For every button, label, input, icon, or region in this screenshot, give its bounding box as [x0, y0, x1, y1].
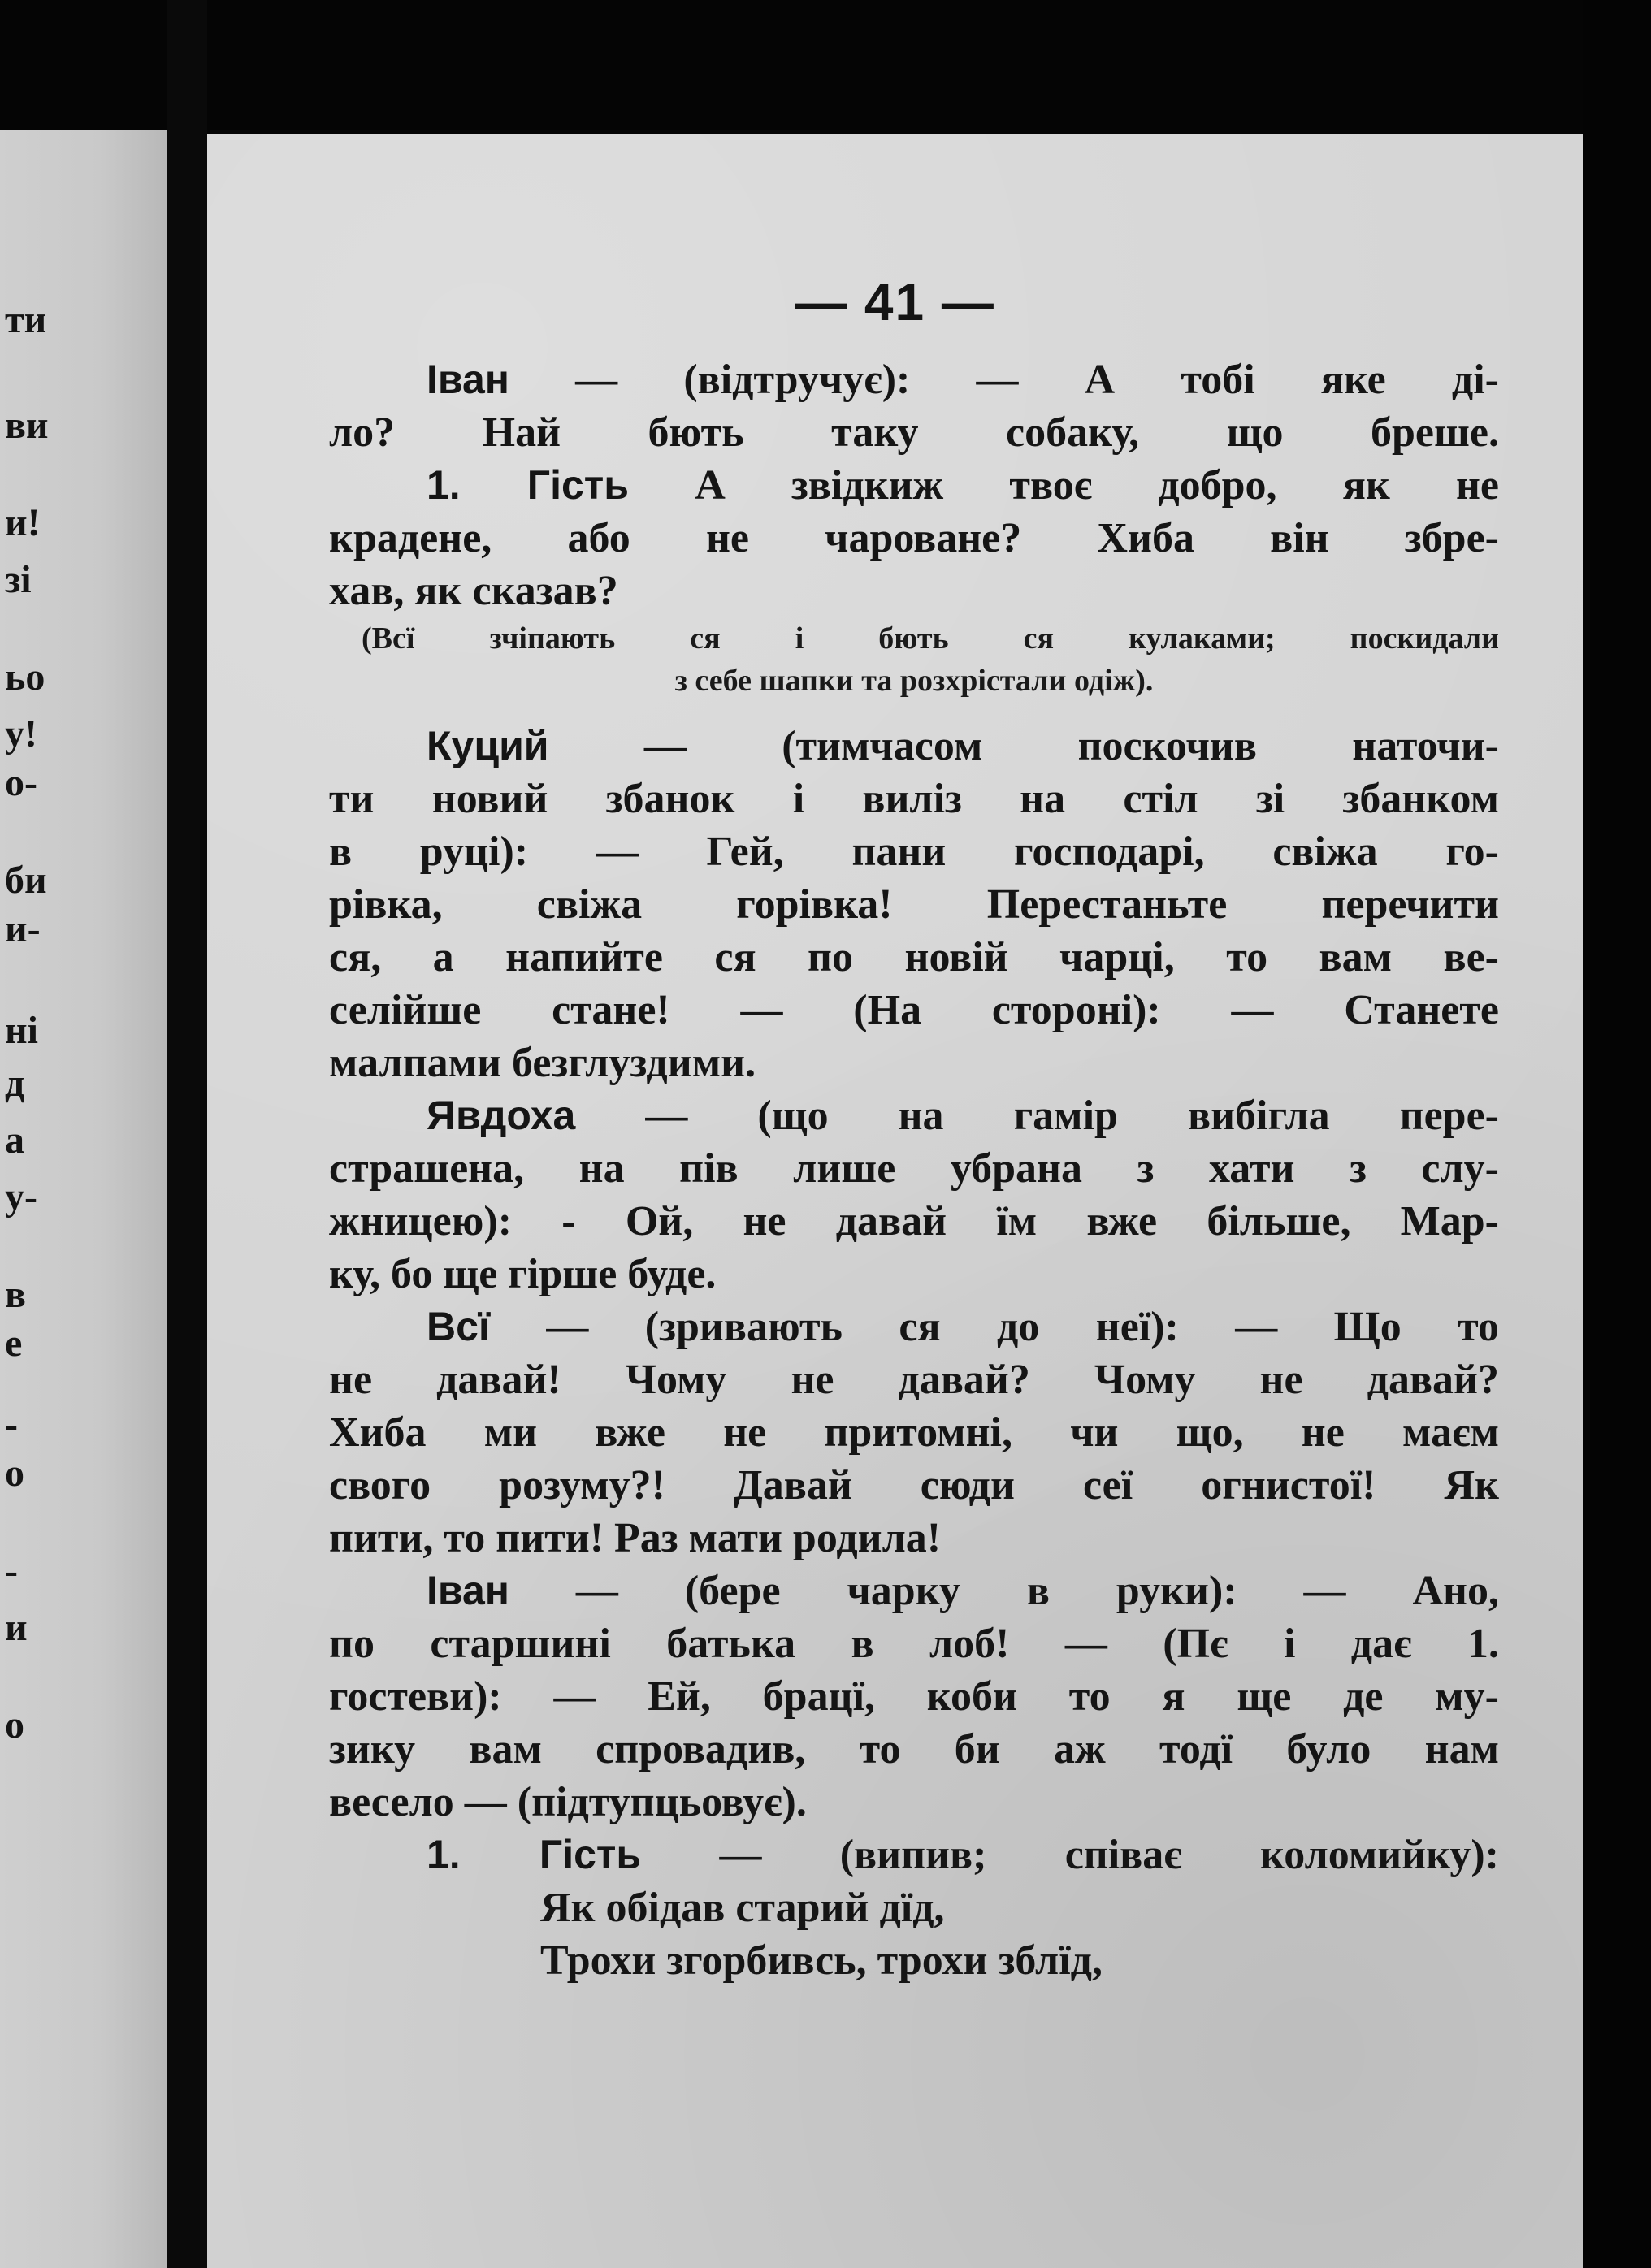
left-page-fragment: у-	[5, 1175, 37, 1218]
line-text: крадене, або не чароване? Хиба він збре-	[329, 515, 1499, 561]
left-page-fragment: и!	[5, 501, 41, 544]
line-text: ку, бо ще гірше буде.	[329, 1251, 717, 1297]
text-line	[329, 720, 1499, 773]
left-page-fragment: у!	[5, 712, 37, 755]
line-text: ло? Най бють таку собаку, що бреше.	[329, 409, 1499, 456]
line-text: страшена, на пів лише убрана з хати з слу-	[329, 1145, 1499, 1192]
line-text: А звідкиж твоє добро, як не	[629, 462, 1500, 509]
line-text: — (відтручує): — А тобі яке ді-	[509, 357, 1499, 403]
text-line	[329, 825, 1499, 878]
left-page-fragment: би	[5, 859, 47, 902]
speaker-name: 1. Гість	[427, 462, 630, 508]
left-page-fragment: ні	[5, 1009, 38, 1052]
line-text: селійше стане! — (На стороні): — Станете	[329, 987, 1499, 1033]
text-line	[329, 1142, 1499, 1195]
left-page-fragment: ти	[5, 298, 47, 341]
text-line	[329, 1195, 1499, 1248]
left-page-fragment: зі	[5, 558, 32, 601]
text-line	[329, 1776, 1499, 1829]
left-page-fragment: ви	[5, 404, 49, 447]
book-page	[207, 134, 1583, 2268]
text-line	[329, 1723, 1499, 1776]
line-text: по старшині батька в лоб! — (Пє і дає 1.	[329, 1621, 1499, 1667]
line-text: хав, як сказав?	[329, 568, 618, 614]
text-line	[329, 984, 1499, 1037]
previous-page-fragment	[0, 130, 167, 2268]
line-text: весело — (підтупцьовує).	[329, 1779, 807, 1825]
left-page-fragment: -	[5, 1403, 18, 1446]
text-line	[329, 878, 1499, 931]
line-text: — (зривають ся до неї): — Що то	[489, 1304, 1499, 1350]
left-page-fragment: о	[5, 1452, 24, 1495]
left-page-fragment: и-	[5, 907, 41, 950]
stage-direction-line: (Всї зчіпають ся і бють ся кулаками; поскидали	[362, 621, 1499, 656]
page-text	[329, 353, 1499, 1987]
text-line	[329, 1353, 1499, 1406]
line-text: ти новий збанок і виліз на стіл зі збанком	[329, 776, 1499, 822]
line-text: — (тимчасом поскочив наточи-	[548, 723, 1499, 769]
line-text: Хиба ми вже не притомні, чи що, не маєм	[329, 1409, 1499, 1456]
speaker-name: Куций	[427, 723, 549, 768]
line-text: не давай! Чому не давай? Чому не давай?	[329, 1357, 1499, 1403]
text-line	[329, 1406, 1499, 1459]
left-page-fragment: ьо	[5, 656, 46, 699]
left-page-fragment: в	[5, 1273, 26, 1316]
line-text: — (що на гамір вибігла пере-	[575, 1093, 1499, 1139]
text-line	[329, 1512, 1499, 1565]
text-line	[329, 931, 1499, 984]
line-text: рівка, свіжа горівка! Перестаньте перечити	[329, 881, 1499, 928]
text-line	[329, 565, 1499, 617]
speaker-name: 1. Гість	[427, 1832, 642, 1877]
line-text: гостеви): — Ей, брацї, коби то я ще де му-	[329, 1673, 1499, 1720]
text-line	[329, 1301, 1499, 1353]
speaker-name: Іван	[427, 1568, 509, 1613]
text-line	[329, 1248, 1499, 1301]
line-text: зику вам спровадив, то би аж тодї було нам	[329, 1726, 1499, 1772]
book-gutter	[167, 0, 207, 2268]
text-line	[329, 773, 1499, 825]
verse-line: Трохи згорбивсь, трохи зблїд,	[540, 1937, 1103, 1984]
verse-line: Як обідав старий дїд,	[540, 1885, 945, 1931]
line-text: ся, а напийте ся по новій чарці, то вам ве-	[329, 934, 1499, 980]
line-text: — (бере чарку в руки): — Ано,	[509, 1568, 1499, 1614]
text-line	[329, 1670, 1499, 1723]
text-line	[329, 353, 1499, 406]
left-page-fragment: о	[5, 1703, 24, 1746]
text-line	[329, 1459, 1499, 1512]
left-page-fragment: д	[5, 1062, 25, 1105]
line-text: — (випив; співає коломийку):	[641, 1832, 1499, 1878]
text-line	[329, 1617, 1499, 1670]
page-number: — 41 —	[795, 273, 995, 331]
speaker-name: Явдоха	[427, 1093, 576, 1138]
line-text: свого розуму?! Давай сюди сеї огнистої! Як	[329, 1462, 1499, 1508]
text-line	[329, 1565, 1499, 1617]
text-line	[329, 1829, 1499, 1881]
text-line	[329, 1089, 1499, 1142]
text-line	[329, 406, 1499, 459]
left-page-fragment: е	[5, 1322, 23, 1365]
line-text: пити, то пити! Раз мати родила!	[329, 1515, 942, 1561]
left-page-fragment: а	[5, 1119, 24, 1162]
scan-border	[1583, 0, 1651, 2268]
left-page-fragment: и	[5, 1606, 28, 1649]
text-line	[329, 1037, 1499, 1089]
text-line	[329, 459, 1499, 512]
line-text: в руці): — Гей, пани господарі, свіжа го-	[329, 829, 1499, 875]
speaker-name: Іван	[427, 357, 509, 402]
line-text: жницею): - Ой, не давай їм вже більше, Мар-	[329, 1198, 1499, 1244]
stage-direction-line: з себе шапки та розхрістали одіж).	[674, 664, 1154, 698]
speaker-name: Всї	[427, 1304, 490, 1349]
left-page-fragment: -	[5, 1549, 18, 1592]
line-text: малпами безглуздими.	[329, 1040, 756, 1086]
text-line	[329, 512, 1499, 565]
left-page-fragment: о-	[5, 761, 37, 804]
